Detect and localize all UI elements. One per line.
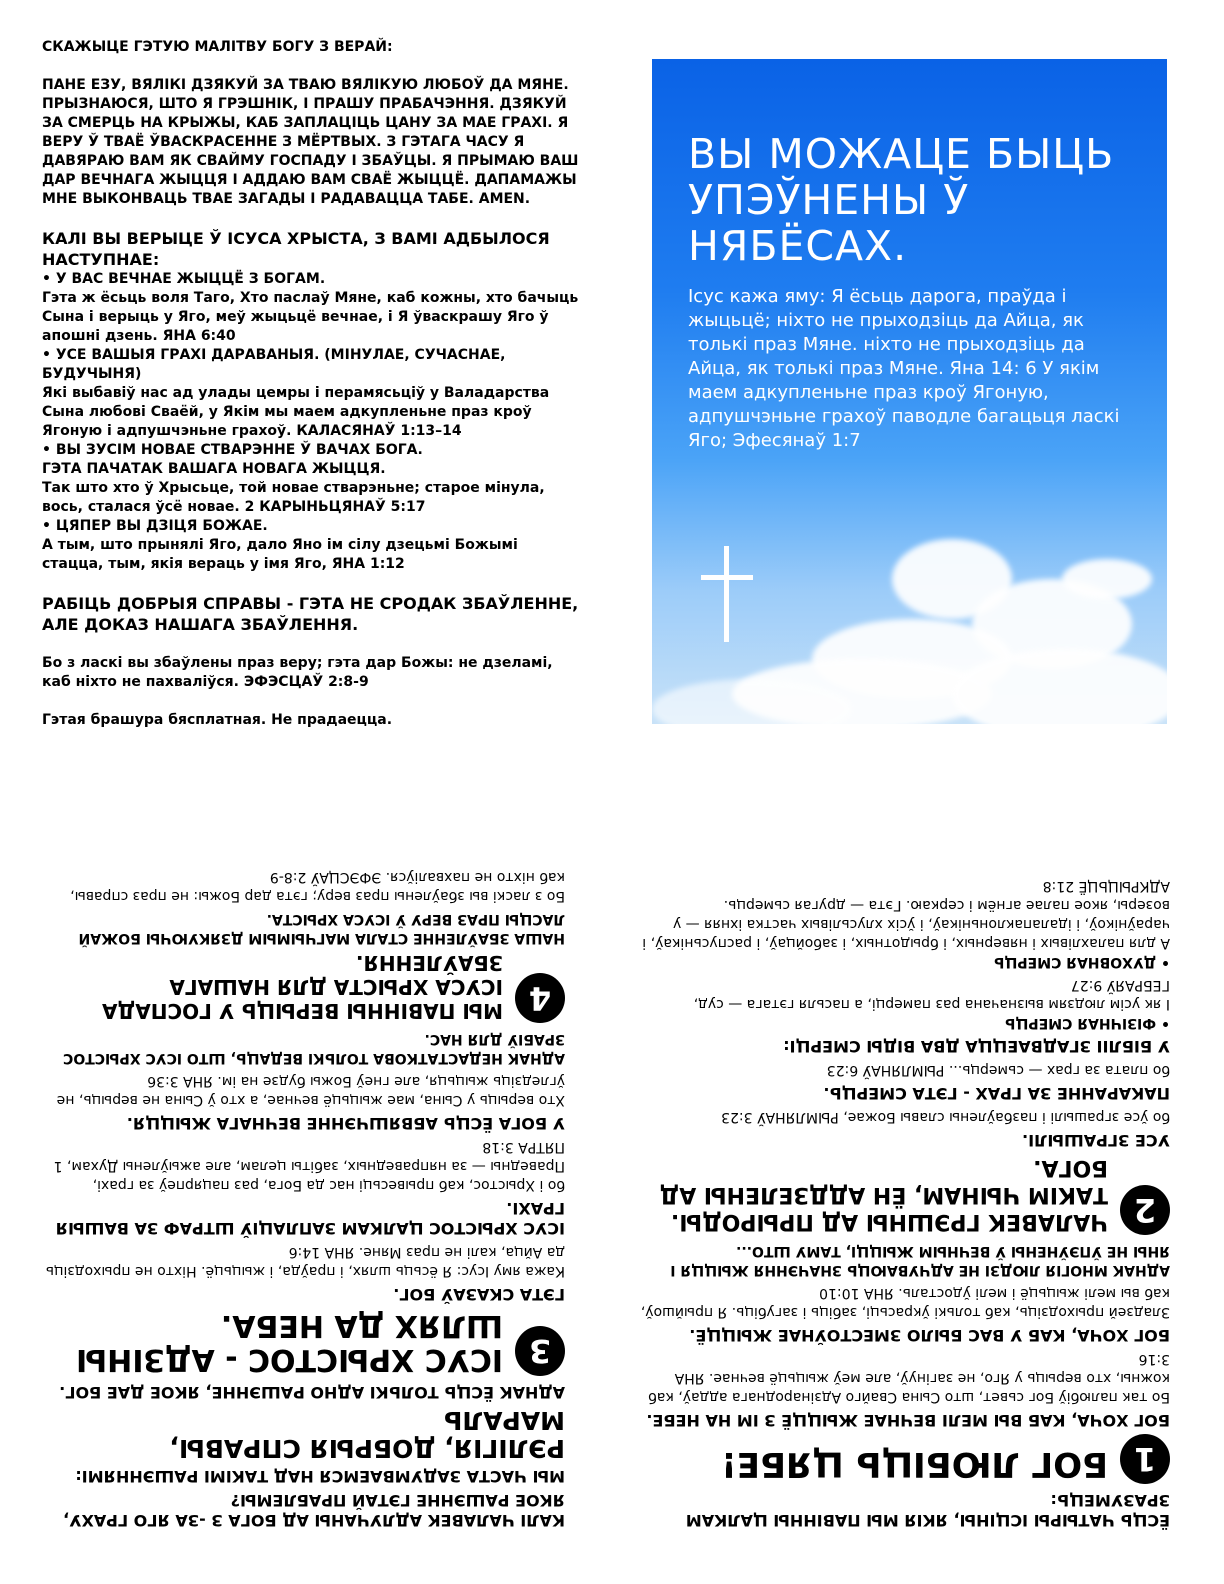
s2-p1: УСЕ ЗГРАШЫЛІ. — [1022, 1131, 1170, 1150]
s2-p2: ПАКАРАННЕ ЗА ГРАХ - ГЭТА СМЕРЦЬ. — [823, 1084, 1170, 1103]
s1-p3-text: АДНАК МНОГІЯ ЛЮДЗІ НЕ АДЧУВАЮЦЬ ЗНАЧЭННЯ ЖЫЦЦЯ І ЯНЫ НЕ ЎПЭЎНЕНЫ Ў ВЕЧНЫМ ЖЫЦЦІ, ТАМУ ШТО... — [670, 1243, 1170, 1278]
bullet-2-text: Які выбавіў нас ад улады цемры і перамясьціў у Валадарства Сына любові Сваёй, у Якім мы маем адкупленьне праз кроў Ягоную і адпушчэньне грахоў. КАЛАСЯНАЎ 1:13–14 — [42, 385, 550, 439]
section-2-title: ЧАЛАВЕК ГРЭШНЫ АД ПРЫРОДЫ. ТАКІМ ЧЫНАМ, ЁН АДДЗЕЛЕНЫ АД БОГА. — [659, 1155, 1108, 1234]
hero-body: Ісус кажа яму: Я ёсьць дарога, праўда і жыцьцё; ніхто не прыходзіць да Айца, як толькі праз Мяне. ніхто не прыходзіць да Айца, як толькі праз Мяне. Яна 14: 6 У якім маем адкупленьне праз кроў Ягоную, адпушчэньне грахоў паводле багацьця ласкі Яго; Эфесянаў 1:7 — [688, 286, 1120, 451]
s2-bullet-2: • ДУХОВНАЯ СМЕРЦЬ — [993, 954, 1170, 970]
bullet-3-text: Так што хто ў Хрысьце, той новае стварэньне; старое мінула, вось, сталася ўсё новае. 2 КАРЫНЬЦЯНАЎ 5:17 — [42, 480, 545, 515]
section-3-badge: 3 — [515, 1326, 565, 1376]
s2-bullet-2-text: А для палахлівых і няверных, і брыдотных, і забойцаў, і распусьнікаў, і чараўнікоў, і ідалапаклоньнікаў, і ўсіх хлусьлівых частка іхняя — у возеры, якое палае агнём і серкаю. Гэта — другая сьмерць. АДКРЫЦЬЦЁ 21:8 — [642, 878, 1170, 951]
s2-bullet-1: • ФІЗІЧНАЯ СМЕРЦЬ — [1004, 1015, 1170, 1031]
section-2 — [640, 1154, 1170, 1235]
section-1-badge: 1 — [1120, 1434, 1170, 1484]
prayer-text: ПАНЕ ЕЗУ, ВЯЛІКІ ДЗЯКУЙ ЗА ТВАЮ ВЯЛІКУЮ ЛЮБОЎ ДА МЯНЕ. ПРЫЗНАЮСЯ, ШТО Я ГРЭШНІК, І ПРАШУ ПРАБАЧЭННЯ. ДЗЯКУЙ ЗА СМЕРЦЬ НА КРЫЖЫ, КАБ ЗАПЛАЦІЦЬ ЦАНУ ЗА МАЕ ГРАХІ. Я ВЕРУ Ў ТВАЁ ЎВАСКРАСЕННЕ З МЁРТВЫХ. З ГЭТАГА ЧАСУ Я ДАВЯРАЮ ВАМ ЯК СВАЙМУ ГОСПАДУ І ЗБАЎЦЫ. Я ПРЫМАЮ ВАШ ДАР ВЕЧНАГА ЖЫЦЦЯ І АДДАЮ ВАМ СВАЁ ЖЫЦЦЁ. ДАПАМАЖЫ МНЕ ВЫКОНВАЦЬ ТВАЕ ЗАГАДЫ І РАДАВАЦЦА ТАБЕ. AMEN. — [42, 77, 579, 207]
solution-panel — [45, 826, 565, 1530]
s3-p2-text: бо і Хрыстос, каб прывесьці нас да Бога, раз пацярпеў за грахі, Праведны — за няправедных, забіты целам, але ажыўлены Духам, 1 ПЯТРА 3:18 — [53, 1139, 565, 1193]
truths-panel — [640, 828, 1170, 1530]
bullet-4-text: А тым, што прынялі Яго, дало Яно ім сілу дзецьмі Божымі стацца, тым, якія вераць у імя Яго, ЯНА 1:12 — [42, 537, 518, 572]
bullet-1-text: Гэта ж ёсьць воля Таго, Хто паслаў Мяне, каб кожны, хто бачыць Сына і верыць у Яго, меў жыцьцё вечнае, і Я ўваскрашу Яго ў апошні дзень. ЯНА 6:40 — [42, 290, 579, 344]
s2-bullet-1-text: І як усім людзям вызначана раз памерці, а пасьля гэтага — суд, ГЕБРАЯЎ 9:27 — [693, 977, 1170, 1012]
s3-p3: У БОГА ЁСЦЬ АБВЯШЧЭННЕ ВЕЧНАГА ЖЫЦЦЯ. — [126, 1114, 565, 1133]
section-1 — [640, 1434, 1170, 1484]
s3-p1-text: Кажа яму Ісус: Я ёсьць шлях, і праўда, і жыцьцё. Ніхто не прыходзіць да Айца, калі не праз Мяне. ЯНА 14:6 — [45, 1244, 565, 1279]
believe-heading: КАЛІ ВЫ ВЕРЫЦЕ Ў ІСУСА ХРЫСТА, З ВАМІ АДБЫЛОСЯ НАСТУПНАЕ: — [42, 229, 550, 269]
s1-p2: БОГ ХОЧА, КАБ У ВАС БЫЛО ЗМЕСТОЎНАЕ ЖЫЦЦЁ. — [689, 1326, 1170, 1345]
s1-p1-text: Бо так палюбіў Бог сьвет, што Сына Свайго Адзінароднага аддаў, каб кожны, хто верыць у Яго, не загінуў, але меў жыцьцё вечнае. ЯНА 3:16 — [648, 1351, 1170, 1405]
s3-p2: ІСУС ХРЫСТОС ЦАЛКАМ ЗАПЛАЦІЎ ШТРАФ ЗА ВАШЫЯ ГРАХІ. — [55, 1199, 565, 1238]
s3-p4-text: АДНАК НЕДАСТАТКОВА ТОЛЬКІ ВЕДАЦЬ, ШТО ІСУС ХРЫСТОС ЗРАБІЎ ДЛЯ НАС. — [63, 1031, 565, 1066]
section-4-title: МЫ ПАВІННЫ ВЕРЫЦЬ У ГОСПАДА ІСУСА ХРЫСТА ДЛЯ НАШАГА ЗБАЎЛЕННЯ. — [101, 951, 503, 1023]
prayer-heading: СКАЖЫЦЕ ГЭТУЮ МАЛІТВУ БОГУ З ВЕРАЙ: — [42, 39, 393, 55]
section-4-badge: 4 — [515, 973, 565, 1023]
s1-p1: БОГ ХОЧА, КАБ ВЫ МЕЛІ ВЕЧНАЕ ЖЫЦЦЁ З ІМ НА НЕБЕ. — [646, 1411, 1170, 1430]
truths-intro: ЁСЦЬ ЧАТЫРЫ ІСЦІНЫ, ЯКІЯ МЫ ПАВІННЫ ЦАЛКАМ ЗРАЗУМЕЦЬ: — [685, 1491, 1170, 1530]
works-text: Бо з ласкі вы збаўлены праз веру; гэта дар Божы: не дзеламі, каб ніхто не пахваліўся. ЭФЭСЦАЎ 2:8-9 — [42, 655, 553, 690]
s2-p1-text: бо ўсе зграшылі і пазбаўлены славы Божае, РЫМЛЯНАЎ 3:23 — [721, 1109, 1170, 1125]
prayer-panel — [42, 38, 582, 730]
cross-icon — [724, 546, 729, 642]
sky-hero-image — [652, 59, 1167, 724]
bullet-4-title: • ЦЯПЕР ВЫ ДЗІЦЯ БОЖАЕ. — [42, 518, 268, 534]
question-note: АДНАК ЁСЦЬ ТОЛЬКІ АДНО РАШЭННЕ, ЯКОЕ ДАЕ БОГ. — [59, 1383, 565, 1402]
bullet-3-sub: ГЭТА ПАЧАТАК ВАШАГА НОВАГА ЖЫЦЦЯ. — [42, 461, 386, 477]
section-3-title: ІСУС ХРЫСТОС - АДЗІНЫ ШЛЯХ ДА НЕБА. — [76, 1308, 503, 1377]
bullet-1-title: • У ВАС ВЕЧНАЕ ЖЫЦЦЁ З БОГАМ. — [42, 271, 326, 287]
s2-p3: У БІБЛІІ ЗГАДВАЕЦЦА ДВА ВІДЫ СМЕРЦІ: — [783, 1037, 1170, 1056]
hero-title: ВЫ МОЖАЦЕ БЫЦЬ УПЭЎНЕНЫ Ў НЯБЁСАХ. — [688, 130, 1115, 270]
question-list: РЭЛІГІЯ, ДОБРЫЯ СПРАВЫ, МАРАЛЬ — [169, 1406, 565, 1463]
question-text: МЫ ЧАСТА ЗАДУМВАЕМСЯ НАД ТАКІМІ РАШЭННЯМІ: — [75, 1467, 565, 1486]
section-4 — [45, 951, 565, 1023]
s4-p1-text: Бо з ласкі вы збаўлены праз веру; гэта дар Божы: не праз справы, каб ніхто не пахваліўся. ЭФЭСЦАЎ 2:8-9 — [70, 869, 565, 904]
free-note: Гэтая брашура бясплатная. Не прадаецца. — [42, 712, 393, 728]
works-heading: РАБІЦЬ ДОБРЫЯ СПРАВЫ - ГЭТА НЕ СРОДАК ЗБАЎЛЕННЕ, АЛЕ ДОКАЗ НАШАГА ЗБАЎЛЕННЯ. — [42, 594, 579, 634]
section-1-title: БОГ ЛЮБІЦЬ ЦЯБЕ! — [721, 1444, 1108, 1484]
bullet-3-title: • ВЫ ЗУСІМ НОВАЕ СТВАРЭННЕ Ў ВАЧАХ БОГА. — [42, 442, 423, 458]
s4-p1: НАША ЗБАЎЛЕННЕ СТАЛА МАГЧЫМЫМ ДЗЯКУЮЧЫ БОЖАЙ ЛАСЦЫ ПРАЗ ВЕРУ Ў ІСУСА ХРЫСТА. — [78, 911, 565, 946]
s2-p2-text: бо плата за грах — сьмерць... РЫМЛЯНАЎ 6:23 — [826, 1062, 1170, 1078]
section-3 — [45, 1308, 565, 1376]
s3-p1: ГЭТА СКАЗАЎ БОГ. — [393, 1285, 565, 1304]
s1-p2-text: Зладзей прыходзіць, каб толькі ўкрасьці, забіць і загубіць. Я прыйшоў, каб вы мелі жыцьцё і мелі ўдосталь. ЯНА 10:10 — [640, 1285, 1170, 1320]
section-2-badge: 2 — [1120, 1185, 1170, 1235]
question-heading: КАЛІ ЧАЛАВЕК АДЛУЧАНЫ АД БОГА З -ЗА ЯГО ГРАХУ, ЯКОЕ РАШЭННЕ ГЭТАЙ ПРАБЛЕМЫ? — [63, 1491, 565, 1530]
s3-p3-text: Хто верыць у Сына, мае жыцьцё вечнае, а хто ў Сына не верыць, не ўгледзіць жыцьця, але гнеў Божы будзе на ім. ЯНА 3:36 — [56, 1073, 565, 1108]
bullet-2-title: • УСЕ ВАШЫЯ ГРАХІ ДАРАВАНЫЯ. (МІНУЛАЕ, СУЧАСНАЕ, БУДУЧЫНЯ) — [42, 347, 506, 382]
cross-icon-bar — [701, 575, 753, 580]
